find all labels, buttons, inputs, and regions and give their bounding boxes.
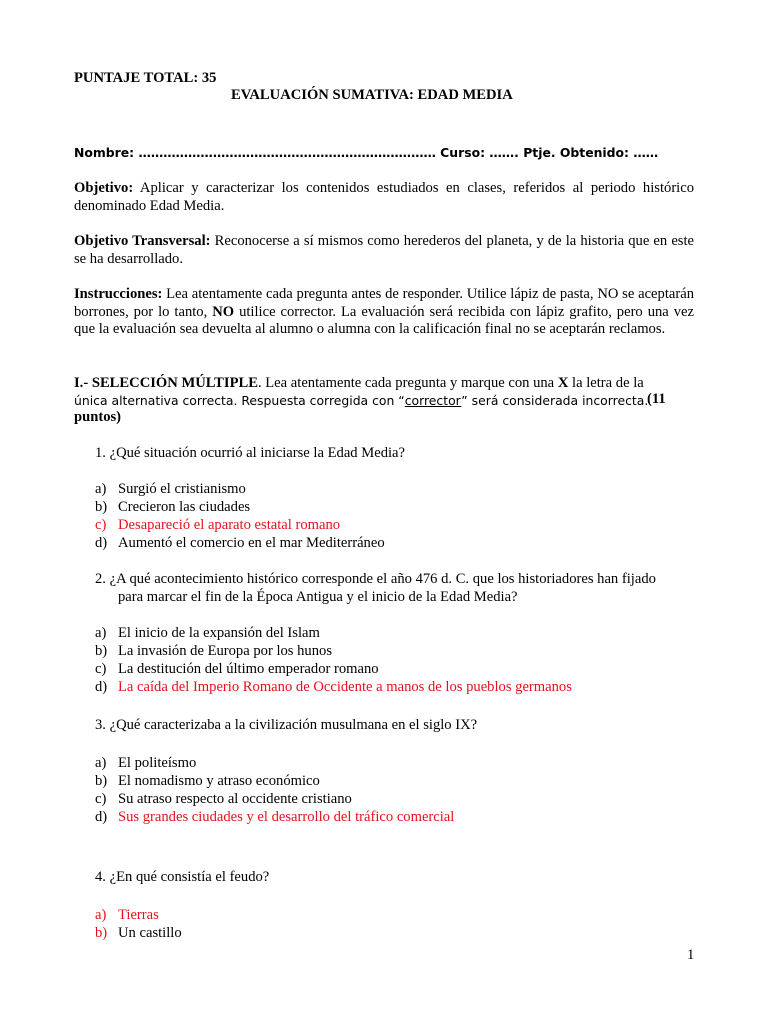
option-letter: a): [95, 907, 107, 923]
instructions-text-1: Lea atentamente cada pregunta antes de responder. Utilice lápiz de pasta, NO se aceptarán borrones, por lo tanto,: [74, 286, 694, 320]
option-text: Un castillo: [118, 925, 182, 941]
name-field: ………………………………………………………………: [138, 145, 436, 160]
question-2-line-2: para marcar el fin de la Época Antigua y el inicio de la Edad Media?: [118, 589, 518, 605]
section-points: (11: [647, 391, 666, 407]
section-line-2: [74, 392, 648, 410]
option-2a[interactable]: [95, 624, 320, 642]
student-info-line: [74, 145, 658, 160]
option-text: El inicio de la expansión del Islam: [118, 625, 320, 641]
option-text: La invasión de Europa por los hunos: [118, 643, 333, 659]
transversal-label: Objetivo Transversal:: [74, 233, 211, 249]
option-text: La destitución del último emperador romano: [118, 661, 379, 677]
transversal-text: Reconocerse a sí mismos como herederos del planeta, y de la historia que en este se ha desarrollado.: [74, 233, 695, 267]
option-3c[interactable]: [95, 790, 352, 808]
score-total: PUNTAJE TOTAL: 35: [74, 70, 217, 86]
instructions-text-2: utilice corrector. La evaluación será recibida con lápiz grafito, pero una vez que la evaluación sea devuelta al alumno o alumna con la calificación final no se aceptarán reclamos.: [74, 303, 694, 337]
option-letter: c): [95, 791, 107, 807]
option-letter: b): [95, 499, 108, 515]
section-line2b: ” será considerada incorrecta.: [461, 393, 649, 408]
question-number: 2.: [95, 571, 106, 587]
option-1a[interactable]: [95, 480, 246, 498]
option-1d[interactable]: [95, 534, 385, 552]
score-label: Ptje. Obtenido:: [523, 145, 630, 160]
section-line2a: única alternativa correcta. Respuesta corregida con “: [74, 393, 405, 408]
objective-label: Objetivo:: [74, 180, 134, 196]
option-letter: d): [95, 809, 108, 825]
option-letter: c): [95, 661, 107, 677]
option-letter: c): [95, 517, 107, 533]
objective-paragraph: [74, 180, 694, 215]
option-letter: a): [95, 625, 107, 641]
option-text: Su atraso respecto al occidente cristiano: [118, 791, 352, 807]
option-letter: b): [95, 925, 108, 941]
section-heading: I.- SELECCIÓN MÚLTIPLE: [74, 375, 258, 391]
name-label: Nombre:: [74, 145, 135, 160]
option-2c[interactable]: [95, 660, 379, 678]
option-letter: d): [95, 535, 108, 551]
course-field: …….: [489, 145, 519, 160]
option-text: Crecieron las ciudades: [118, 499, 251, 515]
option-letter: d): [95, 679, 108, 695]
page-title: EVALUACIÓN SUMATIVA: EDAD MEDIA: [231, 87, 513, 103]
option-text: El politeísmo: [118, 755, 197, 771]
option-letter: b): [95, 643, 108, 659]
page-number: 1: [687, 947, 695, 963]
option-text: Surgió el cristianismo: [118, 481, 246, 497]
option-1b[interactable]: [95, 498, 250, 516]
corrector-word: corrector: [404, 393, 462, 408]
option-4a-correct[interactable]: [95, 906, 159, 924]
option-letter: a): [95, 755, 107, 771]
option-letter: b): [95, 773, 108, 789]
transversal-paragraph: [74, 233, 694, 268]
section-x-word: X: [557, 375, 569, 391]
option-2d-correct[interactable]: [95, 678, 572, 696]
option-4b[interactable]: [95, 924, 182, 942]
question-number: 3.: [95, 717, 106, 733]
section-text-2: la letra de la: [572, 375, 644, 391]
option-text: Desapareció el aparato estatal romano: [118, 517, 341, 533]
question-text: ¿En qué consistía el feudo?: [109, 869, 270, 885]
question-number: 1.: [95, 445, 106, 461]
question-3: [95, 716, 477, 734]
option-text: Sus grandes ciudades y el desarrollo del tráfico comercial: [118, 809, 455, 825]
question-1: [95, 444, 405, 462]
option-text: El nomadismo y atraso económico: [118, 773, 320, 789]
section-points-2: puntos): [74, 409, 122, 425]
option-2b[interactable]: [95, 642, 332, 660]
instructions-paragraph: [74, 286, 694, 339]
option-text: Tierras: [118, 907, 159, 923]
section-heading-line: [74, 374, 644, 392]
question-text: ¿Qué caracterizaba a la civilización musulmana en el siglo IX?: [109, 717, 478, 733]
course-label: Curso:: [440, 145, 486, 160]
score-field: ……: [633, 145, 659, 160]
instructions-label: Instrucciones:: [74, 286, 163, 302]
option-text: Aumentó el comercio en el mar Mediterráneo: [118, 535, 385, 551]
option-text: La caída del Imperio Romano de Occidente a manos de los pueblos germanos: [118, 679, 572, 695]
option-3d-correct[interactable]: [95, 808, 454, 826]
objective-text: Aplicar y caracterizar los contenidos estudiados en clases, referidos al periodo histórico denominado Edad Media.: [74, 180, 695, 214]
option-1c-correct[interactable]: [95, 516, 340, 534]
option-3b[interactable]: [95, 772, 320, 790]
option-3a[interactable]: [95, 754, 196, 772]
question-4: [95, 868, 269, 886]
question-2: [95, 570, 656, 588]
question-text: ¿A qué acontecimiento histórico corresponde el año 476 d. C. que los historiadores han fijado: [109, 571, 656, 587]
option-letter: a): [95, 481, 107, 497]
section-text-1: . Lea atentamente cada pregunta y marque con una: [257, 375, 555, 391]
question-text: ¿Qué situación ocurrió al iniciarse la Edad Media?: [109, 445, 406, 461]
question-number: 4.: [95, 869, 106, 885]
instructions-no-word: NO: [212, 303, 235, 320]
